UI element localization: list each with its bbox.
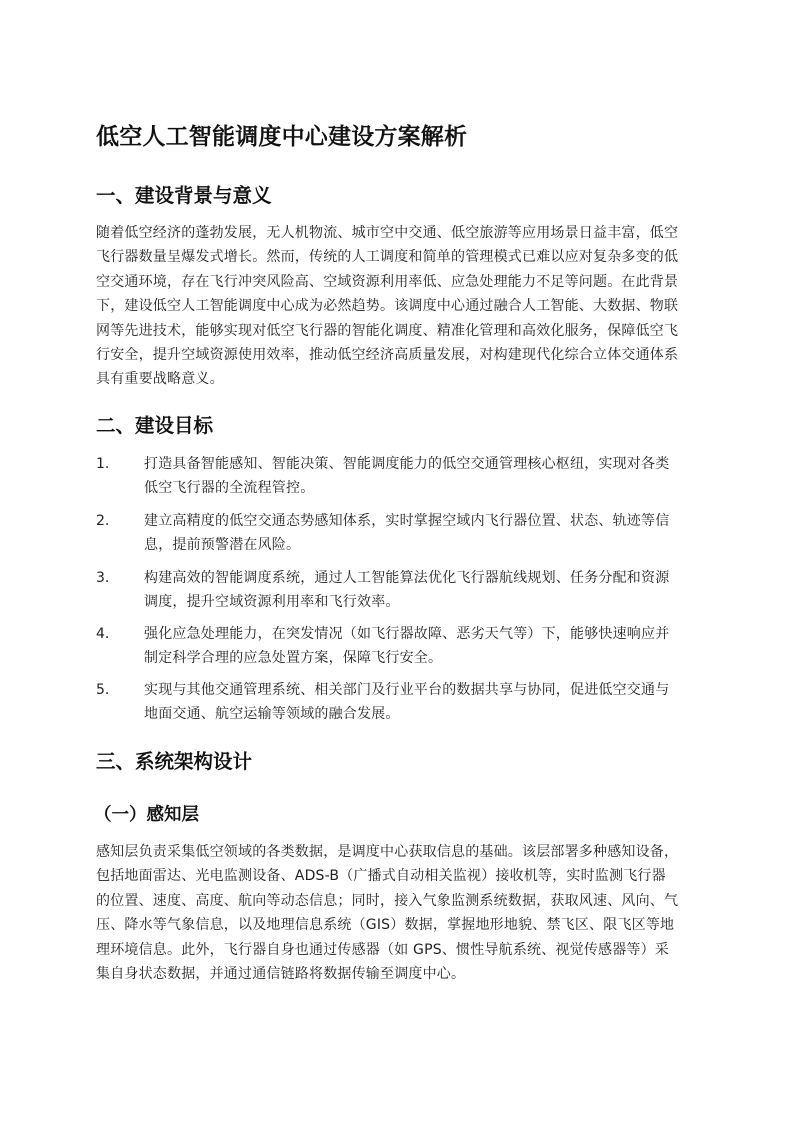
background-paragraph — [96, 221, 702, 392]
list-item-line: 息，提前预警潜在风险。 — [144, 537, 301, 554]
list-item-text — [144, 622, 704, 671]
paragraph-line: 空交通环境，存在飞行冲突风险高、空域资源利用率低、应急处理能力不足等问题。在此背景 — [96, 273, 679, 290]
section-heading-goals: 二、建设目标 — [96, 414, 214, 437]
list-item-number: 5. — [96, 682, 110, 698]
list-item-number: 4. — [96, 626, 110, 642]
paragraph-line: 压、降水等气象信息，以及地理信息系统（GIS）数据，掌握地形地貌、禁飞区、限飞区等地 — [96, 917, 675, 934]
list-item-text — [144, 566, 704, 615]
paragraph-line: 具有重要战略意义。 — [96, 371, 224, 388]
list-item-number: 1. — [96, 456, 110, 472]
list-item-line: 建立高精度的低空交通态势感知体系，实时掌握空域内飞行器位置、状态、轨迹等信 — [144, 513, 670, 529]
list-item-line: 地面交通、航空运输等领域的融合发展。 — [144, 706, 400, 723]
list-item-number: 3. — [96, 570, 110, 586]
section-heading-background: 一、建设背景与意义 — [96, 184, 272, 207]
paragraph-line: 下，建设低空人工智能调度中心成为必然趋势。该调度中心通过融合人工智能、大数据、物联 — [96, 298, 679, 315]
list-item-text — [144, 509, 704, 558]
paragraph-line: 感知层负责采集低空领域的各类数据，是调度中心获取信息的基础。该层部署多种感知设备， — [96, 844, 679, 860]
perception-paragraph — [96, 840, 702, 986]
list-item-line: 构建高效的智能调度系统，通过人工智能算法优化飞行器航线规划、任务分配和资源 — [144, 570, 670, 586]
list-item-text — [144, 678, 704, 727]
subsection-heading-perception: （一）感知层 — [94, 805, 199, 825]
paragraph-line: 集自身状态数据，并通过通信链路将数据传输至调度中心。 — [96, 966, 466, 983]
paragraph-line: 的位置、速度、高度、航向等动态信息；同时，接入气象监测系统数据，获取风速、风向、气 — [96, 892, 679, 909]
list-item-line: 调度，提升空域资源利用率和飞行效率。 — [144, 594, 400, 611]
paragraph-line: 飞行器数量呈爆发式增长。然而，传统的人工调度和简单的管理模式已难以应对复杂多变的低 — [96, 249, 679, 266]
paragraph-line: 网等先进技术，能够实现对低空飞行器的智能化调度、精准化管理和高效化服务，保障低空飞 — [96, 322, 679, 339]
list-item-text — [144, 452, 704, 501]
list-item-number: 2. — [96, 513, 110, 529]
list-item-line: 低空飞行器的全流程管控。 — [144, 480, 315, 497]
section-heading-architecture: 三、系统架构设计 — [96, 750, 253, 773]
paragraph-line: 随着低空经济的蓬勃发展，无人机物流、城市空中交通、低空旅游等应用场景日益丰富，低空 — [96, 225, 679, 241]
list-item-line: 强化应急处理能力，在突发情况（如飞行器故障、恶劣天气等）下，能够快速响应并 — [144, 626, 670, 642]
paragraph-line: 包括地面雷达、光电监测设备、ADS-B（广播式自动相关监视）接收机等，实时监测飞行器 — [96, 868, 666, 885]
list-item-line: 打造具备智能感知、智能决策、智能调度能力的低空交通管理核心枢纽，实现对各类 — [144, 456, 670, 472]
list-item-line: 制定科学合理的应急处置方案，保障飞行安全。 — [144, 650, 443, 667]
list-item-line: 实现与其他交通管理系统、相关部门及行业平台的数据共享与协同，促进低空交通与 — [144, 682, 670, 698]
paragraph-line: 理环境信息。此外，飞行器自身也通过传感器（如 GPS、惯性导航系统、视觉传感器等）采 — [96, 941, 670, 958]
paragraph-line: 行安全，提升空域资源使用效率，推动低空经济高质量发展，对构建现代化综合立体交通体系 — [96, 347, 679, 364]
document-title: 低空人工智能调度中心建设方案解析 — [96, 124, 468, 150]
